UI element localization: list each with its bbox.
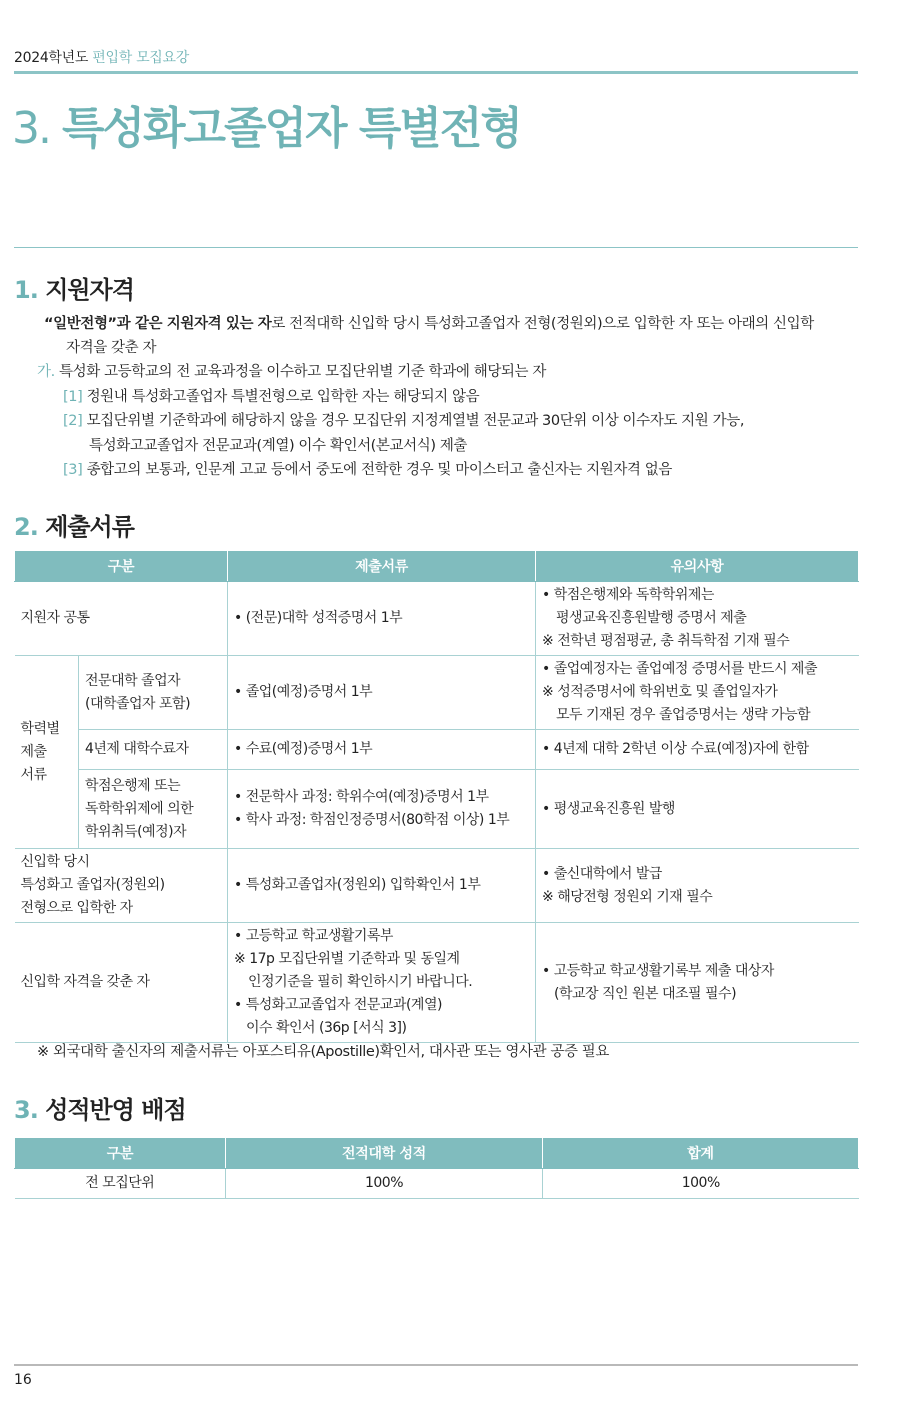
score-table — [14, 1137, 859, 1199]
doc-line: • 고등학교 학교생활기록부 — [234, 928, 393, 944]
header-year: 2024학년도 — [14, 50, 89, 66]
note-line: • 졸업예정자는 졸업예정 증명서를 반드시 제출 — [542, 661, 817, 677]
label-line: 특성화고 졸업자(정원외) — [20, 877, 165, 893]
doc-line: 이수 확인서 (36p [서식 3]) — [246, 1020, 407, 1036]
eligibility-item-2 — [63, 410, 744, 432]
eligibility-item-3 — [63, 459, 672, 481]
score-prior: 100% — [226, 1169, 543, 1199]
header-divider — [14, 71, 858, 74]
group-line: 학력별 — [20, 720, 60, 737]
academic-group-label — [15, 656, 79, 849]
row-univ-notes: • 4년제 대학 2학년 이상 수료(예정)자에 한함 — [536, 730, 859, 770]
section1-heading — [14, 270, 134, 305]
eligibility-main-rest: 로 전적대학 신입학 당시 특성화고졸업자 전형(정원외)으로 입학한 자 또는 아래의 신입학 — [271, 316, 814, 332]
label-line: 학위취득(예정)자 — [85, 823, 187, 840]
documents-header-category: 구분 — [15, 551, 228, 582]
note-line: 평생교육진흥원발행 증명서 제출 — [556, 610, 747, 626]
eligibility-main-bold: “일반전형”과 같은 지원자격 있는 자 — [44, 316, 272, 332]
group-line: 서류 — [20, 766, 47, 783]
doc-line: • 전문학사 과정: 학위수여(예정)증명서 1부 — [234, 789, 489, 805]
footer-divider — [14, 1364, 858, 1366]
item3-marker: [3] — [63, 462, 83, 478]
score-total: 100% — [543, 1169, 859, 1199]
documents-header-notes: 유의사항 — [536, 551, 859, 582]
section2-title: 제출서류 — [45, 513, 134, 541]
score-header-prior: 전적대학 성적 — [226, 1138, 543, 1169]
row-vocational-label — [15, 849, 228, 923]
table-row — [15, 1169, 859, 1199]
table-row — [15, 923, 859, 1043]
page-title — [12, 92, 521, 156]
table-row — [15, 582, 859, 656]
row-common-label: 지원자 공통 — [15, 582, 228, 656]
row-credit-label — [79, 770, 228, 849]
row-college-label — [79, 656, 228, 730]
label-line: 신입학 당시 — [20, 854, 90, 870]
section3-title: 성적반영 배점 — [45, 1096, 186, 1124]
table-row — [15, 770, 859, 849]
item2-marker: [2] — [63, 413, 83, 429]
eligibility-main-cont: 자격을 갖춘 자 — [66, 340, 157, 356]
label-line: 독학학위제에 의한 — [85, 800, 194, 817]
item1-text: 정원내 특성화고졸업자 특별전형으로 입학한 자는 해당되지 않음 — [86, 389, 480, 405]
page-number: 16 — [14, 1372, 32, 1388]
documents-header-row — [15, 551, 859, 582]
documents-header-docs: 제출서류 — [228, 551, 536, 582]
eligibility-ga — [37, 361, 546, 383]
row-common-notes — [536, 582, 859, 656]
note-line: • 고등학교 학교생활기록부 제출 대상자 — [542, 962, 774, 979]
table-row — [15, 656, 859, 730]
score-category: 전 모집단위 — [15, 1169, 226, 1199]
header-subtitle: 편입학 모집요강 — [92, 50, 189, 66]
doc-line: ※ 17p 모집단위별 기준학과 및 동일계 — [234, 951, 460, 967]
title-divider — [14, 247, 858, 248]
row-vocational-docs: • 특성화고졸업자(정원외) 입학확인서 1부 — [228, 849, 536, 923]
group-line: 제출 — [20, 743, 47, 760]
row-credit-notes: • 평생교육진흥원 발행 — [536, 770, 859, 849]
section2-number: 2. — [14, 513, 38, 541]
item2-cont: 특성화고교졸업자 전문교과(계열) 이수 확인서(본교서식) 제출 — [89, 438, 468, 454]
doc-line: • 학사 과정: 학점인정증명서(80학점 이상) 1부 — [234, 812, 510, 828]
doc-line: • 특성화고교졸업자 전문교과(계열) — [234, 997, 442, 1013]
running-header — [14, 47, 189, 67]
page-title-number: 3. — [12, 103, 50, 154]
row-college-notes — [536, 656, 859, 730]
row-common-docs: • (전문)대학 성적증명서 1부 — [228, 582, 536, 656]
row-univ-docs: • 수료(예정)증명서 1부 — [228, 730, 536, 770]
row-college-docs: • 졸업(예정)증명서 1부 — [228, 656, 536, 730]
ga-text: 특성화 고등학교의 전 교육과정을 이수하고 모집단위별 기준 학과에 해당되는 자 — [59, 364, 546, 380]
label-line: 학점은행제 또는 — [85, 777, 181, 794]
ga-marker: 가. — [37, 364, 55, 380]
row-qualified-notes — [536, 923, 859, 1043]
documents-table — [14, 550, 859, 1043]
label-line: 전형으로 입학한 자 — [20, 900, 133, 916]
table-row — [15, 849, 859, 923]
row-qualified-label: 신입학 자격을 갖춘 자 — [15, 923, 228, 1043]
row-vocational-notes — [536, 849, 859, 923]
note-line: (학교장 직인 원본 대조필 필수) — [554, 985, 737, 1002]
score-header-total: 합계 — [543, 1138, 859, 1169]
eligibility-item-1 — [63, 386, 479, 408]
label-line: (대학졸업자 포함) — [85, 695, 191, 712]
foreign-applicant-note: ※ 외국대학 출신자의 제출서류는 아포스티유(Apostille)확인서, 대사관 또는 영사관 공증 필요 — [37, 1044, 610, 1060]
section2-heading — [14, 507, 134, 542]
section3-number: 3. — [14, 1096, 38, 1124]
doc-line: 인정기준을 필히 확인하시기 바랍니다. — [248, 974, 473, 990]
note-line: ※ 성적증명서에 학위번호 및 졸업일자가 — [542, 684, 778, 700]
score-header-row — [15, 1138, 859, 1169]
note-line: • 학점은행제와 독학학위제는 — [542, 587, 714, 603]
score-header-category: 구분 — [15, 1138, 226, 1169]
note-line: ※ 전학년 평점평균, 총 취득학점 기재 필수 — [542, 633, 790, 649]
page-title-text: 특성화고졸업자 특별전형 — [61, 103, 521, 154]
item1-marker: [1] — [63, 389, 83, 405]
table-row — [15, 730, 859, 770]
row-credit-docs — [228, 770, 536, 849]
item2-text: 모집단위별 기준학과에 해당하지 않을 경우 모집단위 지정계열별 전문교과 30단위 이상 이수자도 지원 가능, — [86, 413, 745, 429]
note-line: • 출신대학에서 발급 — [542, 865, 662, 882]
row-univ-label: 4년제 대학수료자 — [79, 730, 228, 770]
row-qualified-docs — [228, 923, 536, 1043]
section1-title: 지원자격 — [45, 276, 134, 304]
section1-number: 1. — [14, 276, 38, 304]
eligibility-main — [44, 313, 814, 335]
item3-text: 종합고의 보통과, 인문계 고교 등에서 중도에 전학한 경우 및 마이스터고 출신자는 지원자격 없음 — [86, 462, 672, 478]
note-line: 모두 기재된 경우 졸업증명서는 생략 가능함 — [556, 707, 811, 723]
label-line: 전문대학 졸업자 — [85, 672, 181, 689]
section3-heading — [14, 1090, 186, 1125]
note-line: ※ 해당전형 정원외 기재 필수 — [542, 888, 713, 905]
